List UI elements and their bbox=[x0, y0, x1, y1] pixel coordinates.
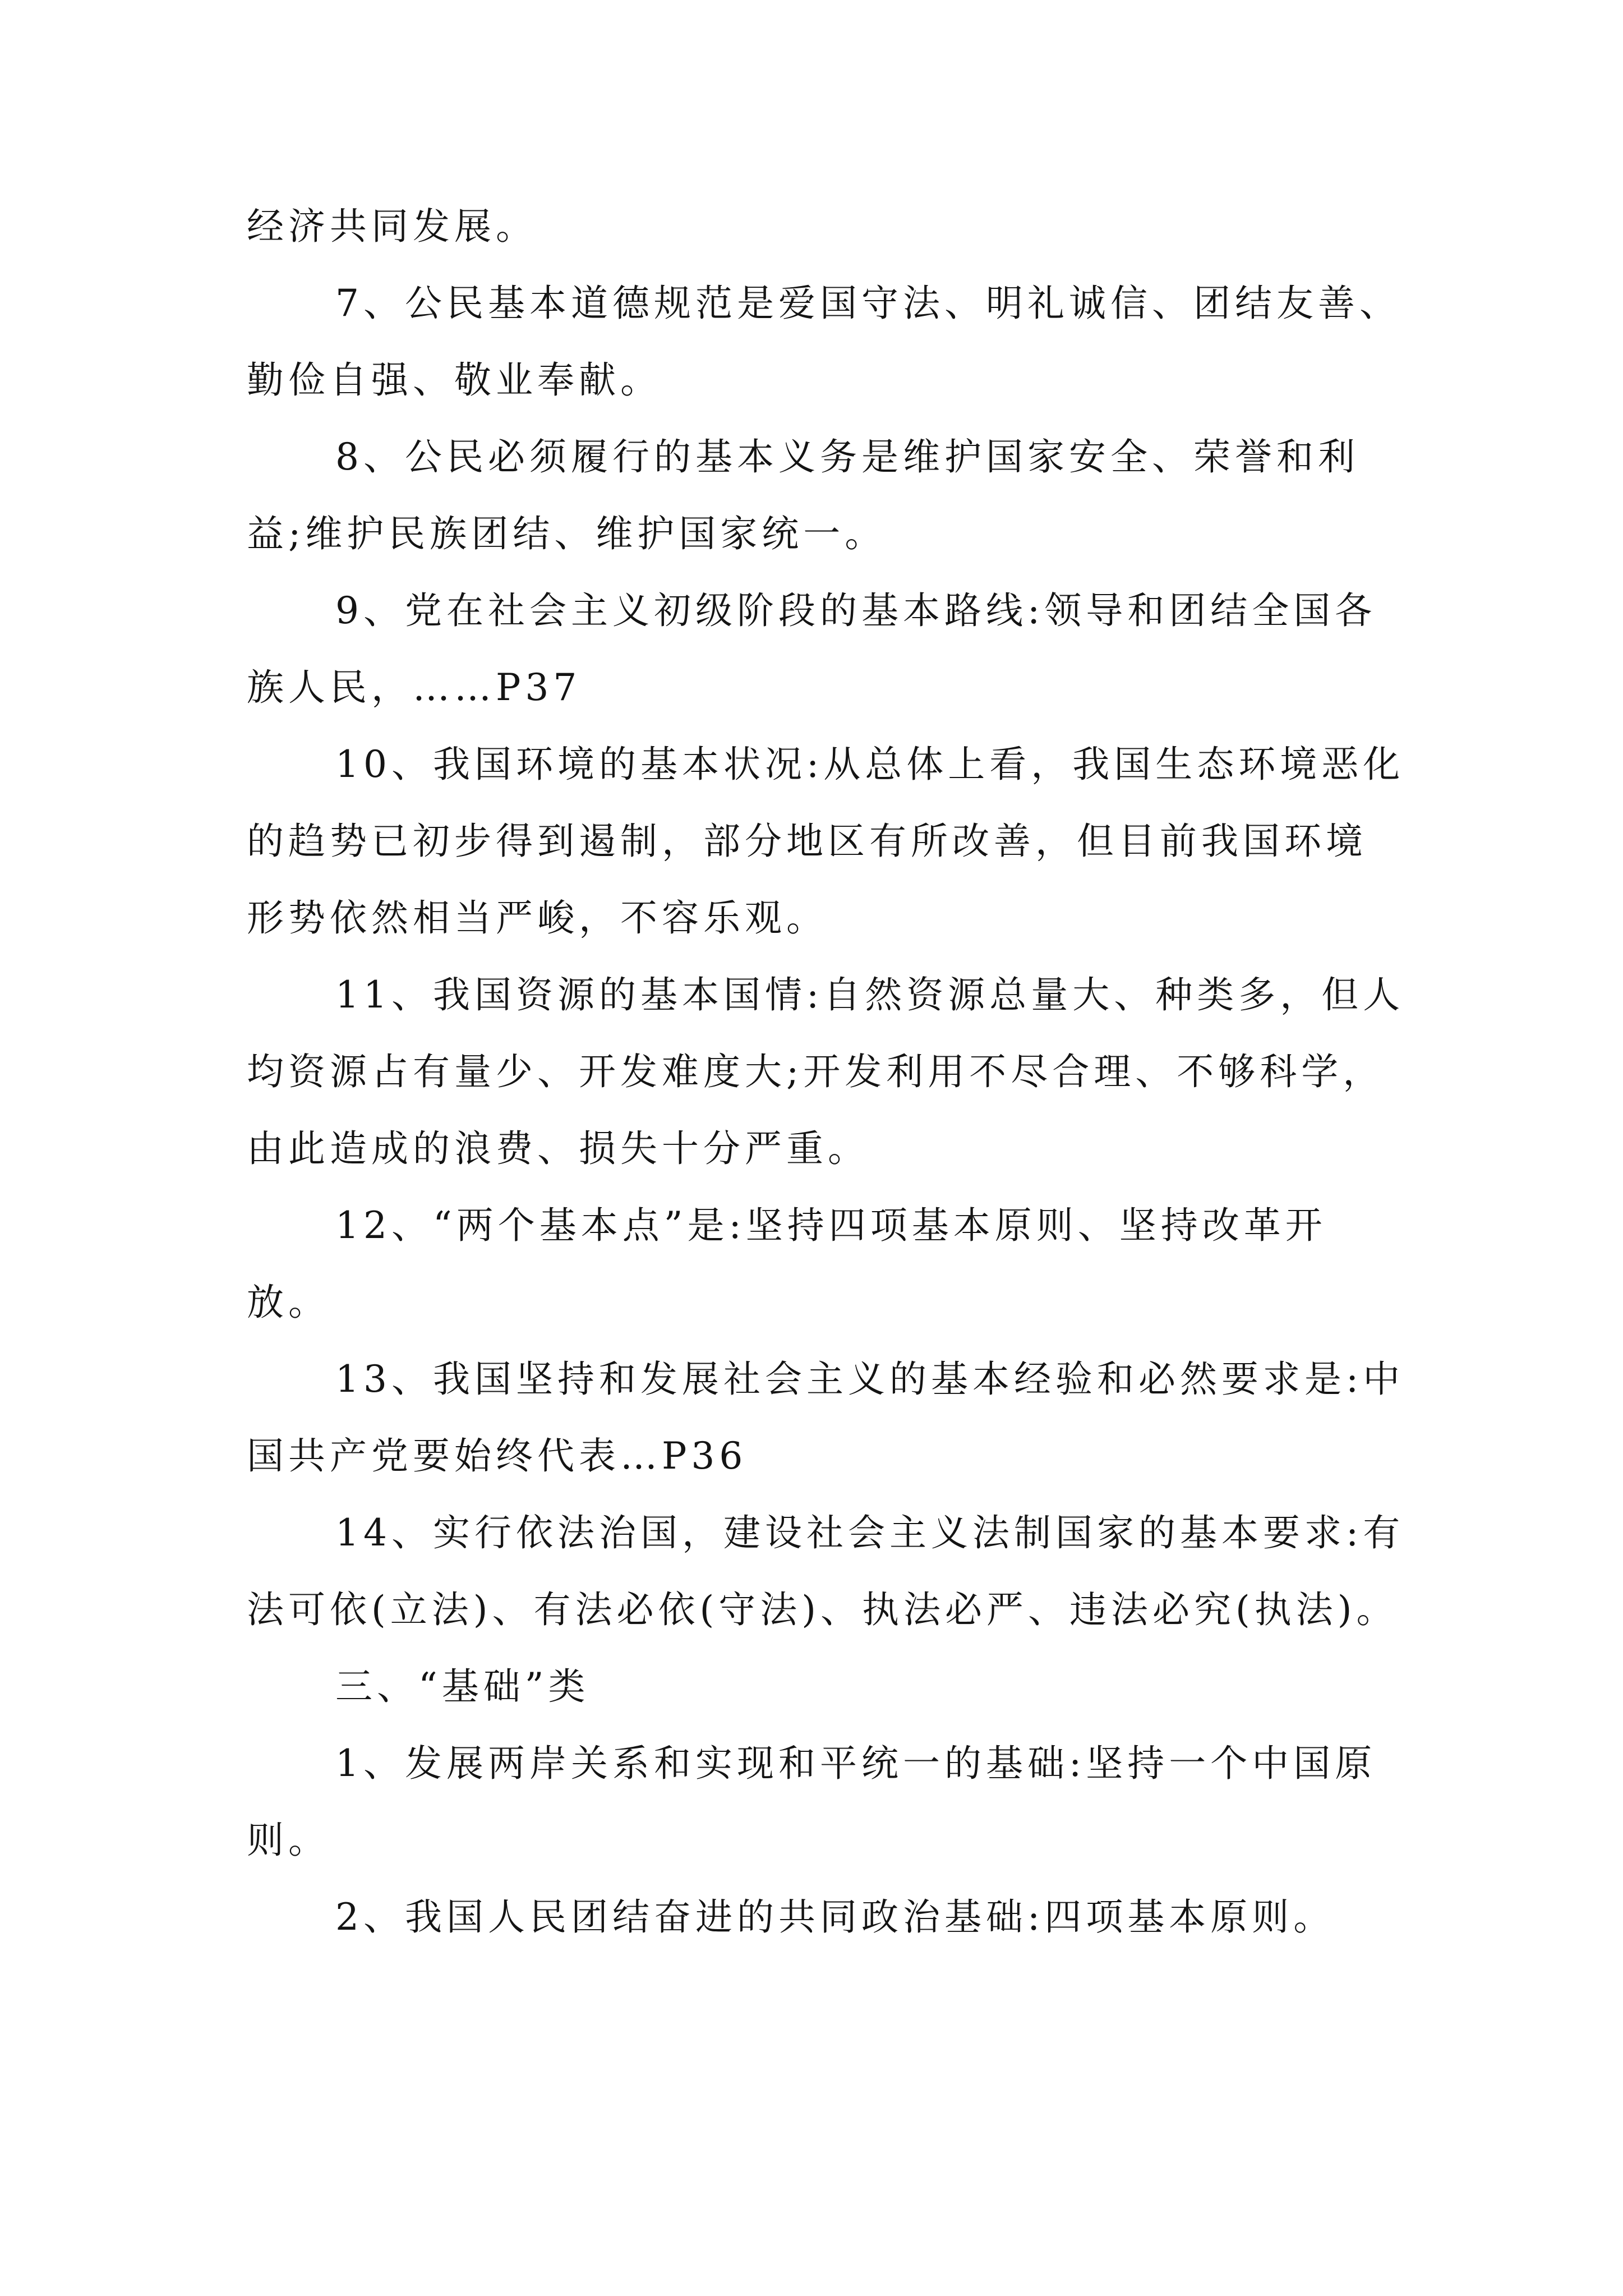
paragraph-basis-1: 1、发展两岸关系和实现和平统一的基础:坚持一个中国原则。 bbox=[247, 1742, 1377, 1862]
paragraph-item-12: 12、“两个基本点”是:坚持四项基本原则、坚持改革开放。 bbox=[247, 1204, 1327, 1324]
paragraph-item-8: 8、公民必须履行的基本义务是维护国家安全、荣誉和利益;维护民族团结、维护国家统一。 bbox=[247, 435, 1359, 555]
paragraph-basis-2: 2、我国人民团结奋进的共同政治基础:四项基本原则。 bbox=[335, 1895, 1335, 1939]
paragraph-item-11: 11、我国资源的基本国情:自然资源总量大、种类多，但人均资源占有量少、开发难度大;开发利用不尽合理、不够科学，由此造成的浪费、损失十分严重。 bbox=[247, 973, 1405, 1170]
paragraph-item-10: 10、我国环境的基本状况:从总体上看，我国生态环境恶化的趋势已初步得到遏制，部分地区有所改善，但目前我国环境形势依然相当严峻，不容乐观。 bbox=[247, 743, 1405, 940]
paragraph-item-13: 13、我国坚持和发展社会主义的基本经验和必然要求是:中国共产党要始终代表…P36 bbox=[247, 1358, 1405, 1478]
document-page bbox=[247, 188, 1408, 1955]
section-heading: 三、“基础”类 bbox=[335, 1665, 590, 1708]
paragraph-item-14: 14、实行依法治国，建设社会主义法制国家的基本要求:有法可依(立法)、有法必依(守法)、执法必严、违法必究(执法)。 bbox=[247, 1511, 1405, 1631]
paragraph-item-7: 7、公民基本道德规范是爱国守法、明礼诚信、团结友善、勤俭自强、敬业奉献。 bbox=[247, 282, 1401, 402]
paragraph-continuation: 经济共同发展。 bbox=[247, 205, 537, 248]
paragraph-item-9: 9、党在社会主义初级阶段的基本路线:领导和团结全国各族人民，……P37 bbox=[247, 589, 1377, 709]
